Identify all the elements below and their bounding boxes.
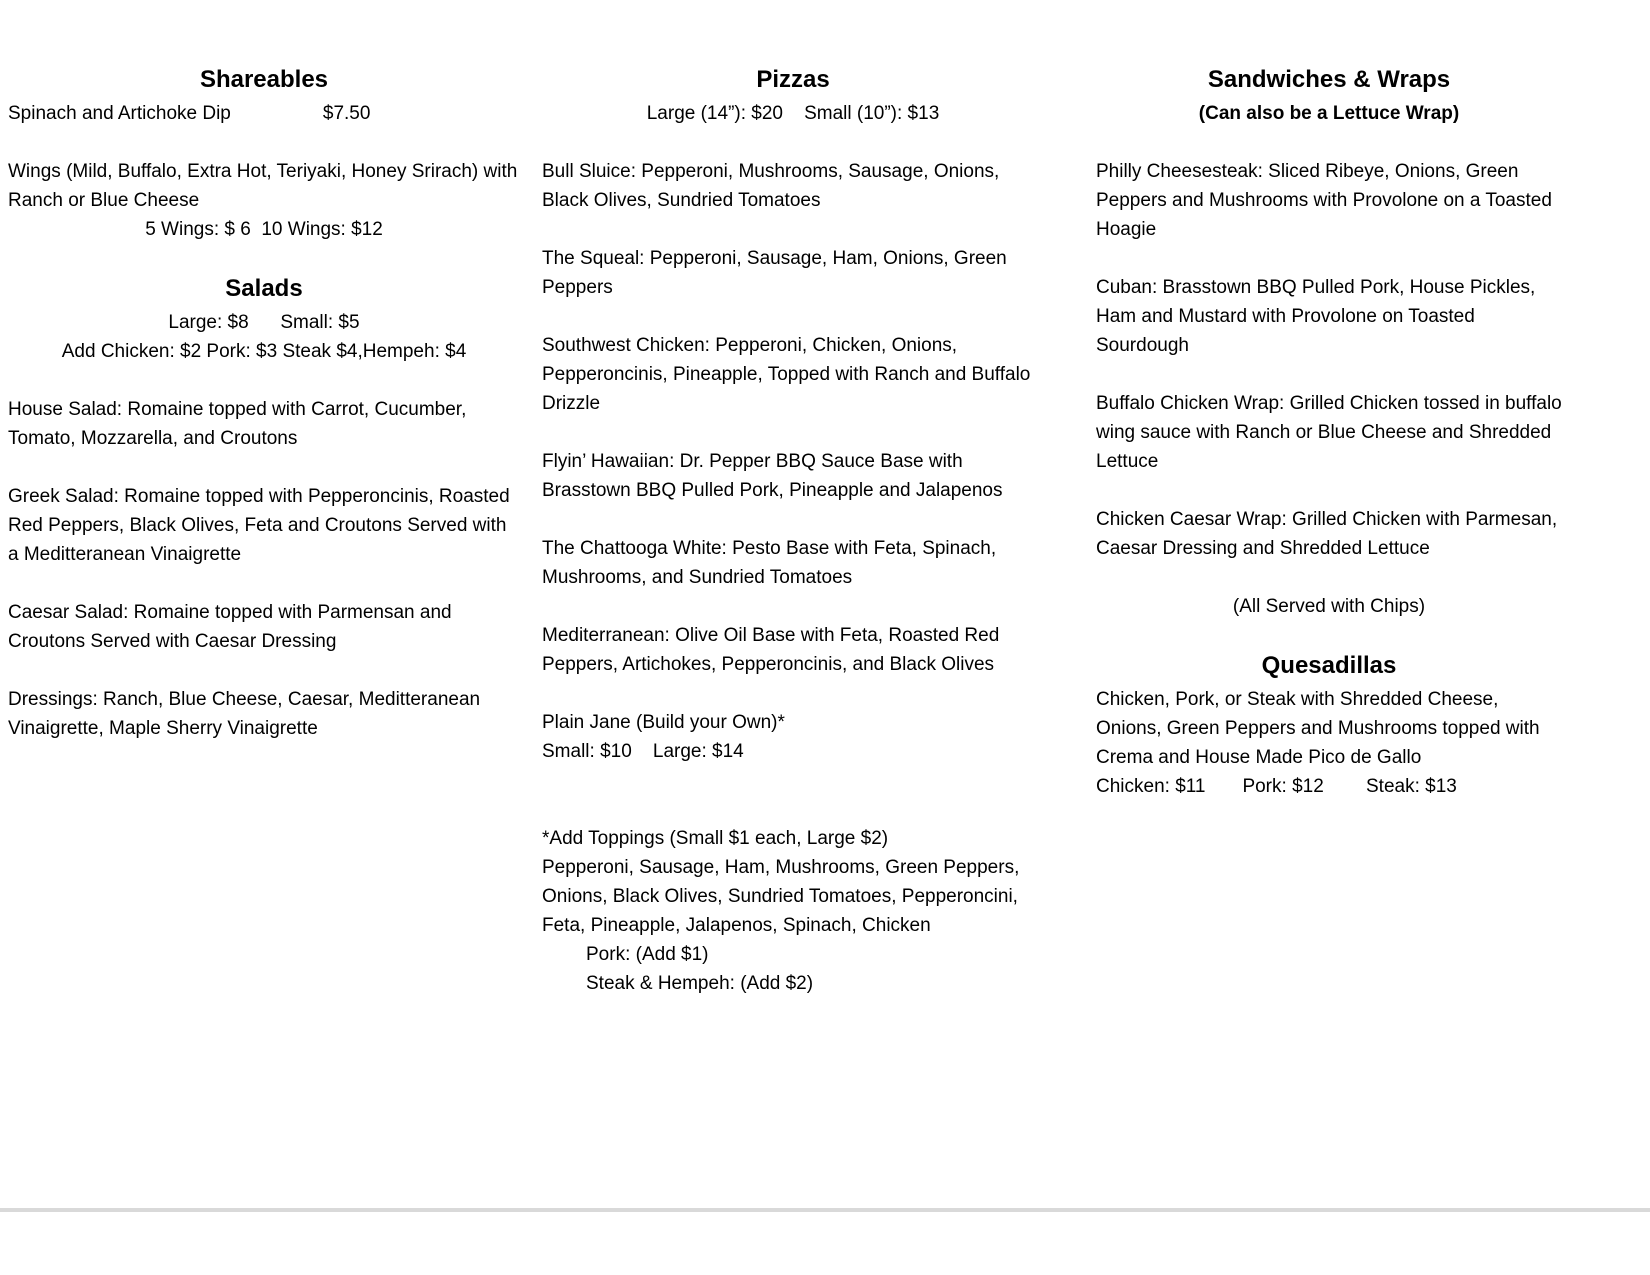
section-shareables xyxy=(8,64,523,244)
menu-item-house-salad: House Salad: Romaine topped with Carrot, Cucumber, Tomato, Mozzarella, and Croutons xyxy=(8,399,472,449)
menu-item-chattooga-white: The Chattooga White: Pesto Base with Feta, Spinach, Mushrooms, and Sundried Tomatoes xyxy=(542,538,1002,588)
menu-item-flyin-hawaiian: Flyin’ Hawaiian: Dr. Pepper BBQ Sauce Base with Brasstown BBQ Pulled Pork, Pineapple and Jalapenos xyxy=(542,451,1003,501)
sandwiches-title: Sandwiches & Wraps xyxy=(1207,66,1451,93)
column-right xyxy=(1096,64,1568,998)
pizzas-toppings xyxy=(542,824,1044,998)
toppings-list: Pepperoni, Sausage, Ham, Mushrooms, Green Peppers, Onions, Black Olives, Sundried Tomatoes, Pepperoncini, Feta, Pineapple, Jalapenos, Spinach, Chicken xyxy=(542,857,1025,936)
section-sandwiches xyxy=(1096,64,1568,621)
salads-addons: Add Chicken: $2 Pork: $3 Steak $4,Hempeh: $4 xyxy=(61,341,467,362)
section-quesadillas xyxy=(1096,650,1562,801)
menu-item-bull-sluice: Bull Sluice: Pepperoni, Mushrooms, Sausage, Onions, Black Olives, Sundried Tomatoes xyxy=(542,161,1005,211)
menu-item-wings: Wings (Mild, Buffalo, Extra Hot, Teriyaki, Honey Srirach) with Ranch or Blue Cheese xyxy=(8,161,523,211)
column-left xyxy=(8,64,523,998)
toppings-steak-hempeh: Steak & Hempeh: (Add $2) xyxy=(586,973,814,994)
menu-item-the-squeal: The Squeal: Pepperoni, Sausage, Ham, Onions, Green Peppers xyxy=(542,248,1013,298)
dip-price: $7.50 xyxy=(322,103,371,124)
menu-item-plain-jane xyxy=(542,708,1044,766)
sandwiches-subtitle: (Can also be a Lettuce Wrap) xyxy=(1198,103,1460,124)
pizzas-title: Pizzas xyxy=(756,66,830,93)
plain-jane-name: Plain Jane (Build your Own)* xyxy=(542,712,785,733)
wings-prices: 5 Wings: $ 6 10 Wings: $12 xyxy=(145,219,383,240)
plain-jane-prices: Small: $10 Large: $14 xyxy=(542,741,744,762)
toppings-note: *Add Toppings (Small $1 each, Large $2) xyxy=(542,828,889,849)
quesadillas-prices: Chicken: $11 Pork: $12 Steak: $13 xyxy=(1096,776,1457,797)
salads-dressings: Dressings: Ranch, Blue Cheese, Caesar, Meditteranean Vinaigrette, Maple Sherry Vinaigrette xyxy=(8,689,486,739)
menu-item-southwest-chicken: Southwest Chicken: Pepperoni, Chicken, Onions, Pepperoncinis, Pineapple, Topped with Ranch and Buffalo Drizzle xyxy=(542,335,1036,414)
menu-item-cuban: Cuban: Brasstown BBQ Pulled Pork, House Pickles, Ham and Mustard with Provolone on Toasted Sourdough xyxy=(1096,277,1541,356)
bottom-divider xyxy=(0,1208,1650,1212)
quesadillas-title: Quesadillas xyxy=(1261,652,1397,679)
menu-item-greek-salad: Greek Salad: Romaine topped with Pepperoncinis, Roasted Red Peppers, Black Olives, Feta and Croutons Served with a Meditteranean Vinaigrette xyxy=(8,486,515,565)
pizzas-sizes: Large (14”): $20 Small (10”): $13 xyxy=(646,103,940,124)
menu-item-chicken-caesar-wrap: Chicken Caesar Wrap: Grilled Chicken with Parmesan, Caesar Dressing and Shredded Lettuce xyxy=(1096,509,1563,559)
column-middle xyxy=(542,64,1044,998)
chips-note: (All Served with Chips) xyxy=(1232,596,1426,617)
section-salads xyxy=(8,273,520,743)
menu-item-philly-cheesesteak: Philly Cheesesteak: Sliced Ribeye, Onions, Green Peppers and Mushrooms with Provolone on a Toasted Hoagie xyxy=(1096,161,1558,240)
menu-item-spinach-dip xyxy=(8,99,520,128)
section-pizzas xyxy=(542,64,1044,998)
menu-item-mediterranean: Mediterranean: Olive Oil Base with Feta, Roasted Red Peppers, Artichokes, Pepperoncinis, and Black Olives xyxy=(542,625,1005,675)
menu-item-buffalo-chicken-wrap: Buffalo Chicken Wrap: Grilled Chicken tossed in buffalo wing sauce with Ranch or Blue Cheese and Shredded Lettuce xyxy=(1096,393,1568,472)
salads-title: Salads xyxy=(225,275,303,302)
shareables-title: Shareables xyxy=(199,66,329,93)
salads-sizes: Large: $8 Small: $5 xyxy=(168,312,360,333)
toppings-pork: Pork: (Add $1) xyxy=(586,944,709,965)
quesadillas-description: Chicken, Pork, or Steak with Shredded Cheese, Onions, Green Peppers and Mushrooms topped with Crema and House Made Pico de Gallo xyxy=(1096,689,1545,768)
dip-name: Spinach and Artichoke Dip xyxy=(8,103,231,124)
menu-item-caesar-salad: Caesar Salad: Romaine topped with Parmensan and Croutons Served with Caesar Dressing xyxy=(8,602,457,652)
